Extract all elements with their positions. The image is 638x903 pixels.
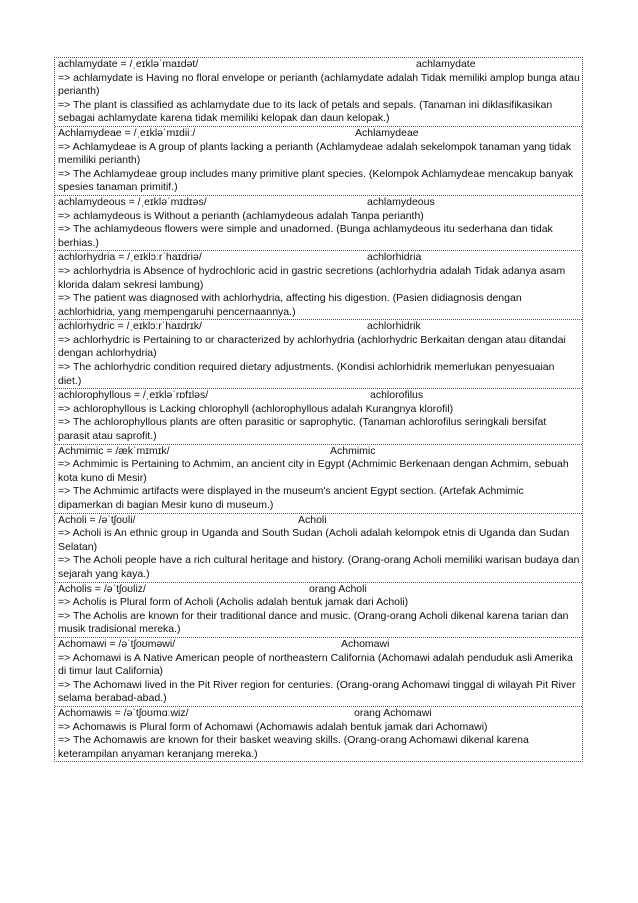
entry-translation: achlorofilus (370, 389, 424, 402)
dictionary-table (54, 57, 583, 762)
entry-example: => The Acholi people have a rich cultural heritage and history. (Orang-orang Acholi memiliki warisan budaya dan sejarah yang kaya.) (58, 554, 580, 580)
entry-headword: Achomawis = /əˈtʃoʊmɑːwiz/ (58, 706, 189, 719)
entry-headword: achlorhydria = /ˌeɪklɔːrˈhaɪdriə/ (58, 251, 202, 264)
dictionary-entry (55, 514, 582, 583)
entry-headword: Acholis = /əˈtʃoʊliz/ (58, 582, 146, 595)
dictionary-entry (55, 389, 582, 444)
entry-definition: => achlorhydria is Absence of hydrochloric acid in gastric secretions (achlorhydria adalah Tidak adanya asam klorida dalam sekresi lambung) (58, 264, 566, 291)
entry-header (58, 389, 580, 403)
entry-example: => The achlorophyllous plants are often parasitic or saprophytic. (Tanaman achlorofilus seringkali bersifat parasit atau saprofit.) (58, 416, 547, 443)
entry-header (58, 445, 580, 459)
dictionary-entry (55, 320, 582, 389)
entry-example: => The Achomawi lived in the Pit River region for centuries. (Orang-orang Achomawi tinggal di wilayah Pit River selama berabad-abad.) (58, 678, 576, 705)
entry-header (58, 196, 580, 210)
entry-definition: => achlamydate is Having no floral envelope or perianth (achlamydate adalah Tidak memiliki amplop bunga atau perianth) (58, 71, 580, 98)
entry-example: => The patient was diagnosed with achlorhydria, affecting his digestion. (Pasien didiagnosis dengan achlorhidria, yang mempengaruhi pencernaannya.) (58, 292, 522, 318)
entry-headword: achlamydeous = /ˌeɪkləˈmɪdɪəs/ (58, 195, 207, 208)
entry-header (58, 127, 580, 141)
entry-definition: => achlorhydric is Pertaining to or characterized by achlorhydria (achlorhydric Berkaitan dengan atau ditandai dengan achlorhydria) (58, 333, 566, 360)
entry-headword: Achmimic = /ækˈmɪmɪk/ (58, 444, 170, 457)
dictionary-entry (55, 445, 582, 514)
entry-headword: achlorhydric = /ˌeɪklɔːrˈhaɪdrɪk/ (58, 320, 202, 333)
entry-translation: orang Acholi (309, 582, 367, 595)
entry-translation: achlamydeous (367, 195, 435, 208)
dictionary-entry (55, 707, 582, 761)
entry-headword: achlorophyllous = /ˌeɪkləˈrɒfɪləs/ (58, 389, 209, 402)
entry-definition: => Achomawi is A Native American people of northeastern California (Achomawi adalah penduduk asli Amerika di timur laut California) (58, 651, 573, 678)
entry-example: => The achlamydeous flowers were simple and unadorned. (Bunga achlamydeous itu sederhana dan tidak berhias.) (58, 223, 553, 249)
dictionary-entry (55, 196, 582, 251)
entry-header (58, 320, 580, 334)
entry-translation: achlorhidrik (367, 320, 421, 333)
entry-example: => The plant is classified as achlamydate due to its lack of petals and sepals. (Tanaman ini diklasifikasikan sebagai achlamydate karena tidak memiliki kelopak dan daun kelopak.) (58, 98, 553, 125)
entry-definition: => Acholi is An ethnic group in Uganda and South Sudan (Acholi adalah kelompok etnis di Uganda dan Sudan Selatan) (58, 527, 570, 553)
entry-definition: => achlamydeous is Without a perianth (achlamydeous adalah Tanpa perianth) (58, 209, 424, 222)
entry-definition: => achlorophyllous is Lacking chlorophyll (achlorophyllous adalah Kurangnya klorofil) (58, 402, 454, 415)
entry-definition: => Achlamydeae is A group of plants lacking a perianth (Achlamydeae adalah sekelompok tanaman yang tidak memiliki perianth) (58, 140, 572, 167)
dictionary-entry (55, 583, 582, 638)
entry-header (58, 638, 580, 652)
entry-header (58, 251, 580, 265)
entry-headword: Acholi = /əˈtʃoʊli/ (58, 513, 136, 526)
entry-headword: Achomawi = /əˈtʃoʊməwi/ (58, 637, 176, 650)
entry-header (58, 583, 580, 597)
entry-translation: Acholi (298, 513, 327, 526)
entry-definition: => Achmimic is Pertaining to Achmim, an ancient city in Egypt (Achmimic Berkenaan dengan Achmim, sebuah kota kuno di Mesir) (58, 458, 569, 484)
entry-header (58, 514, 580, 528)
entry-headword: Achlamydeae = /ˌeɪkləˈmɪdiiː/ (58, 126, 196, 139)
entry-example: => The Achlamydeae group includes many primitive plant species. (Kelompok Achlamydeae mencakup banyak spesies tanaman primitif.) (58, 167, 574, 194)
dictionary-entry (55, 127, 582, 196)
entry-header (58, 707, 580, 721)
entry-translation: achlamydate (416, 58, 476, 70)
dictionary-entry (55, 638, 582, 707)
entry-definition: => Acholis is Plural form of Acholi (Acholis adalah bentuk jamak dari Acholi) (58, 596, 409, 609)
entry-headword: achlamydate = /ˌeɪkləˈmaɪdət/ (58, 58, 199, 70)
entry-example: => The Achomawis are known for their basket weaving skills. (Orang-orang Achomawi dikenal karena keterampilan anyaman keranjang mereka.) (58, 734, 529, 760)
entry-example: => The Acholis are known for their traditional dance and music. (Orang-orang Acholi dikenal karena tarian dan musik tradisional mereka.) (58, 609, 569, 636)
entry-translation: achlorhidria (367, 251, 422, 264)
entry-translation: orang Achomawi (354, 706, 432, 719)
entry-translation: Achmimic (330, 444, 376, 457)
entry-example: => The achlorhydric condition required dietary adjustments. (Kondisi achlorhidrik memerlukan penyesuaian diet.) (58, 361, 555, 387)
dictionary-entry (55, 251, 582, 320)
entry-example: => The Achmimic artifacts were displayed in the museum's ancient Egypt section. (Artefak Achmimic dipamerkan di bagian Mesir kuno di museum.) (58, 485, 524, 511)
entry-translation: Achlamydeae (355, 126, 419, 139)
entry-translation: Achomawi (341, 637, 390, 650)
dictionary-entry (55, 58, 582, 127)
entry-header (58, 58, 580, 72)
entry-definition: => Achomawis is Plural form of Achomawi (Achomawis adalah bentuk jamak dari Achomawi) (58, 720, 488, 733)
